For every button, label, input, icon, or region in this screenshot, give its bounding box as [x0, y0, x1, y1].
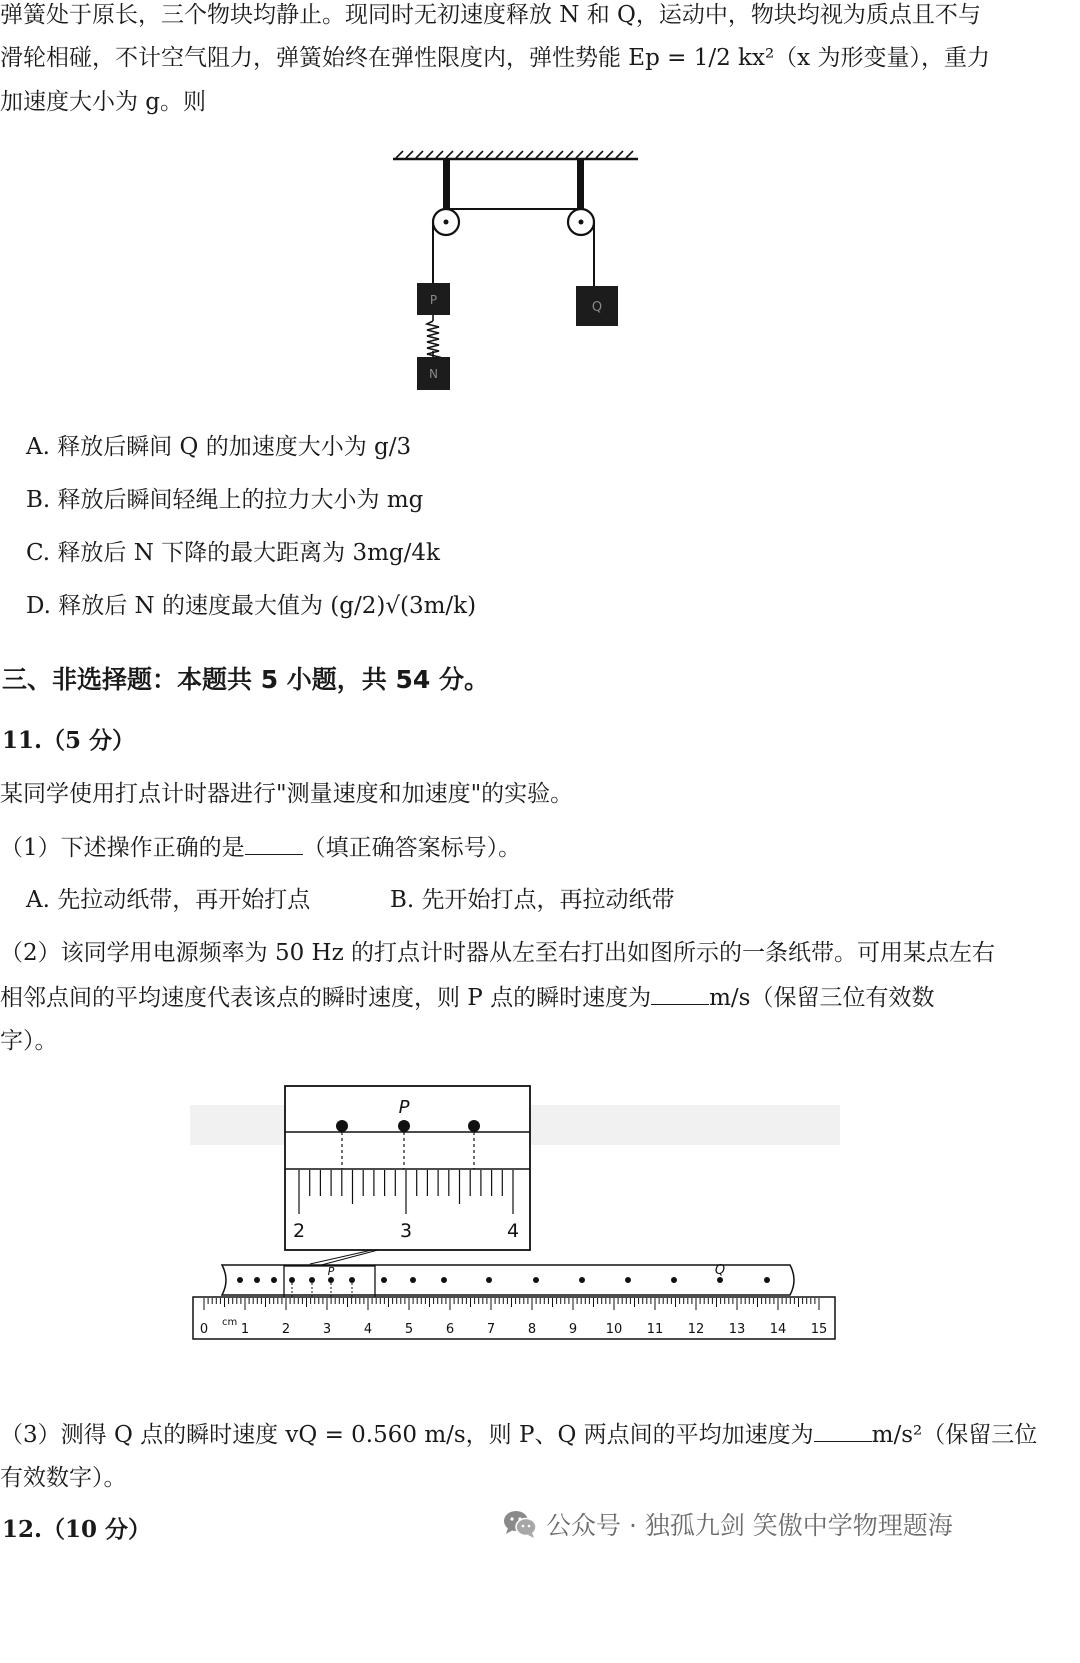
- ruler-label: 14: [769, 1322, 787, 1337]
- block-p-label: P: [429, 293, 438, 307]
- ruler-label: 11: [646, 1322, 664, 1337]
- zoom-tick-label-2: 2: [292, 1220, 306, 1242]
- q11-part1-text-b: （填正确答案标号）。: [302, 835, 522, 861]
- q11-part2-line2: [0, 982, 934, 1013]
- ruler-label: 4: [363, 1322, 373, 1337]
- option-b: B. 释放后瞬间轻绳上的拉力大小为 mg: [26, 487, 424, 513]
- tape-dot: [625, 1277, 631, 1283]
- block-n-label: N: [429, 367, 438, 381]
- paper-tape-figure: [180, 1078, 850, 1358]
- tape-dot: [441, 1277, 447, 1283]
- tape-p-label: P: [327, 1265, 335, 1278]
- q11-part3-line2: 有效数字）。: [0, 1465, 127, 1491]
- ruler-unit: cm: [222, 1317, 238, 1328]
- option-d: D. 释放后 N 的速度最大值为 (g/2)√(3m/k): [26, 593, 477, 619]
- tape-dot: [764, 1277, 770, 1283]
- zoom-tick-label-4: 4: [506, 1220, 520, 1242]
- q11-part3-text-b: m/s²（保留三位: [871, 1422, 1038, 1448]
- tape-dot: [289, 1277, 295, 1283]
- ruler-label: 10: [605, 1322, 623, 1337]
- q11-part2-text-a: 相邻点间的平均速度代表该点的瞬时速度，则 P 点的瞬时速度为: [0, 985, 652, 1011]
- q11-option-a: A. 先拉动纸带，再开始打点: [26, 887, 311, 913]
- answer-blank-2: [651, 982, 709, 1005]
- answer-blank-3: [814, 1419, 872, 1442]
- q11-part3-text-a: （3）测得 Q 点的瞬时速度 vQ = 0.560 m/s，则 P、Q 两点间的平均加速度为: [0, 1422, 814, 1448]
- watermark-text: 公众号 · 独孤九剑 笑傲中学物理题海: [546, 1511, 953, 1540]
- intro-line-2: 滑轮相碰，不计空气阻力，弹簧始终在弹性限度内，弹性势能 Ep = 1/2 kx²（x 为形变量），重力: [0, 45, 990, 71]
- tape-dot: [349, 1277, 355, 1283]
- section-heading: 三、非选择题：本题共 5 小题，共 54 分。: [2, 665, 490, 694]
- tape-dot: [579, 1277, 585, 1283]
- tape-dot: [486, 1277, 492, 1283]
- ruler-label: 12: [687, 1322, 705, 1337]
- option-c: C. 释放后 N 下降的最大距离为 3mg/4k: [26, 540, 440, 566]
- tape-dot: [533, 1277, 539, 1283]
- pulley-figure: [380, 140, 660, 400]
- ruler-label: 7: [486, 1322, 496, 1337]
- q12-title: 12.（10 分）: [2, 1516, 152, 1543]
- ruler-label: 5: [404, 1322, 414, 1337]
- ruler-label: 9: [568, 1322, 578, 1337]
- ruler-label: 15: [810, 1322, 828, 1337]
- ruler-label: 0: [199, 1322, 209, 1337]
- q11-part2-line1: （2）该同学用电源频率为 50 Hz 的打点计时器从左至右打出如图所示的一条纸带。可用某点左右: [0, 940, 996, 966]
- answer-blank-1: [245, 832, 303, 855]
- q11-part1: [0, 832, 521, 863]
- block-q-label: Q: [591, 300, 603, 315]
- q11-part3-line1: [0, 1419, 1037, 1450]
- q11-part2-line3: 字）。: [0, 1028, 58, 1054]
- option-a: A. 释放后瞬间 Q 的加速度大小为 g/3: [26, 434, 412, 460]
- ruler-label: 1: [240, 1322, 250, 1337]
- tape-q-label: Q: [714, 1263, 726, 1278]
- ruler-label: 3: [322, 1322, 332, 1337]
- ruler-label: 13: [728, 1322, 746, 1337]
- intro-line-1: 弹簧处于原长，三个物块均静止。现同时无初速度释放 N 和 Q，运动中，物块均视为质点且不与: [0, 2, 981, 28]
- tape-dot: [671, 1277, 677, 1283]
- tape-dot: [309, 1277, 315, 1283]
- q11-option-b: B. 先开始打点，再拉动纸带: [390, 887, 675, 913]
- ruler-label: 6: [445, 1322, 455, 1337]
- wechat-icon: [502, 1508, 538, 1540]
- q11-stem: 某同学使用打点计时器进行"测量速度和加速度"的实验。: [0, 781, 574, 807]
- tape-dot: [237, 1277, 243, 1283]
- ruler-label: 8: [527, 1322, 537, 1337]
- tape-dot: [381, 1277, 387, 1283]
- intro-line-3: 加速度大小为 g。则: [0, 89, 207, 115]
- ruler-label: 2: [281, 1322, 291, 1337]
- watermark: [502, 1504, 953, 1544]
- q11-title: 11.（5 分）: [2, 727, 136, 754]
- tape-dot: [271, 1277, 277, 1283]
- q11-part2-text-b: m/s（保留三位有效数: [709, 985, 935, 1011]
- zoom-p-label: P: [398, 1097, 410, 1118]
- tape-dot: [254, 1277, 260, 1283]
- tape-dot: [410, 1277, 416, 1283]
- q11-part1-text-a: （1）下述操作正确的是: [0, 835, 245, 861]
- zoom-tick-label-3: 3: [399, 1220, 413, 1242]
